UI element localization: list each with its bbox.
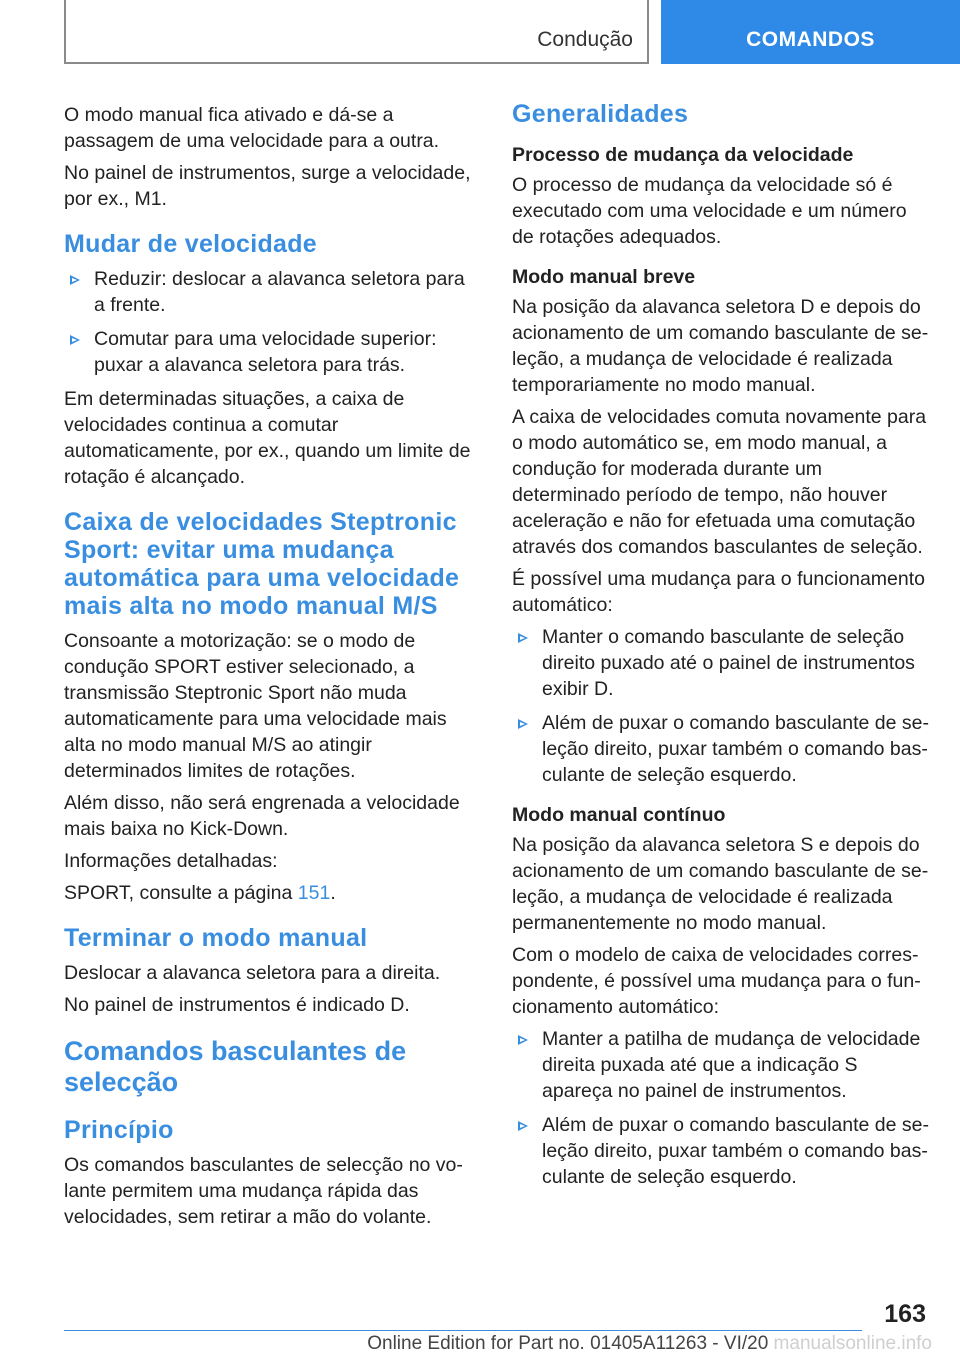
heading-terminar: Terminar o modo manual xyxy=(64,924,368,952)
watermark: manualsonline.info xyxy=(773,1333,932,1354)
bullet-triangle-icon xyxy=(518,1121,528,1131)
paragraph: A caixa de velocidades comuta novamente para o modo automático se, em modo manual, a condução for moderada durante um determinado período de tempo, não houver aceleração e não for efetuada uma comutação através dos comandos basculantes de seleção. xyxy=(512,406,927,558)
paragraph: Consoante a motorização: se o modo de condução SPORT estiver selecionado, a transmissão Steptronic Sport não muda automaticamente para uma velocidade mais alta no modo manual M/S ao atingir determinados limites de rotações. xyxy=(64,630,447,782)
left-column xyxy=(64,102,480,1236)
paragraph: O modo manual fica ativado e dá-se a passagem de uma velocidade para a outra. xyxy=(64,104,440,152)
bullet-triangle-icon xyxy=(518,633,528,643)
list-breve xyxy=(512,624,930,788)
bullet-triangle-icon xyxy=(70,275,80,285)
heading-caixa: Caixa de velocidades Steptronic Sport: evitar uma mudança automática para uma velocidade mais alta no modo manual M/S xyxy=(64,508,460,620)
page-link[interactable]: 151 xyxy=(297,882,331,904)
bullet-triangle-icon xyxy=(70,335,80,345)
heading-generalidades: Generalidades xyxy=(512,100,689,128)
paragraph-reference: SPORT, consulte a página 151. xyxy=(64,882,336,904)
paragraph: Os comandos basculantes de selecção no volante permitem uma mudança rápida das velocidades, sem retirar a mão do volante. xyxy=(64,1154,463,1228)
header-chapter-title: COMANDOS xyxy=(746,28,875,51)
paragraph: Com o modelo de caixa de velocidades correspondente, é possível uma mudança para o funcionamento automático: xyxy=(512,944,921,1018)
heading-comandos: Comandos basculantes de selecção xyxy=(64,1036,407,1097)
footer-divider xyxy=(64,1330,862,1331)
paragraph: Deslocar a alavanca seletora para a direita. xyxy=(64,962,441,984)
subheading-breve: Modo manual breve xyxy=(512,266,696,288)
paragraph: Além disso, não será engrenada a velocidade mais baixa no Kick-Down. xyxy=(64,792,460,840)
paragraph: Na posição da alavanca seletora D e depois do acionamento de um comando basculante de seleção, a mudança de velocidade é realizada temporariamente no modo manual. xyxy=(512,296,929,396)
subheading-continuo: Modo manual contínuo xyxy=(512,804,726,826)
list-item: Manter o comando basculante de seleção direito puxado até o painel de instrumentos exibir D. xyxy=(512,624,930,702)
paragraph: No painel de instrumentos é indicado D. xyxy=(64,994,410,1016)
header-section-title: Condução xyxy=(537,28,633,51)
heading-principio: Princípio xyxy=(64,1116,174,1144)
header-chapter-tab[interactable] xyxy=(661,0,960,64)
list-mudar xyxy=(64,266,480,378)
paragraph: Informações detalhadas: xyxy=(64,850,278,872)
paragraph: Na posição da alavanca seletora S e depois do acionamento de um comando basculante de seleção, a mudança de velocidade é realizada permanentemente no modo manual. xyxy=(512,834,929,934)
paragraph: É possível uma mudança para o funcionamento automático: xyxy=(512,568,925,616)
list-item: Comutar para uma velocidade superior: puxar a alavanca seletora para trás. xyxy=(64,326,480,378)
header-section-box xyxy=(64,0,649,64)
list-item: Além de puxar o comando basculante de seleção direito, puxar também o comando basculante de seleção esquerdo. xyxy=(512,1112,930,1190)
list-item: Além de puxar o comando basculante de seleção direito, puxar também o comando basculante de seleção esquerdo. xyxy=(512,710,930,788)
bullet-triangle-icon xyxy=(518,719,528,729)
paragraph: O processo de mudança da velocidade só é executado com uma velocidade e um número de rotações adequados. xyxy=(512,174,907,248)
bullet-triangle-icon xyxy=(518,1035,528,1045)
list-item: Manter a patilha de mudança de velocidade direita puxada até que a indicação S apareça no painel de instrumentos. xyxy=(512,1026,930,1104)
heading-mudar: Mudar de velocidade xyxy=(64,230,317,258)
paragraph: Em determinadas situações, a caixa de velocidades continua a comutar automaticamente, por ex., quando um limite de rotação é alcançado. xyxy=(64,388,471,488)
list-continuo xyxy=(512,1026,930,1190)
list-item: Reduzir: deslocar a alavanca seletora para a frente. xyxy=(64,266,480,318)
footer-edition: Online Edition for Part no. 01405A11263 - VI/20 manualsonline.info xyxy=(367,1333,932,1354)
paragraph: No painel de instrumentos, surge a velocidade, por ex., M1. xyxy=(64,162,471,210)
page-number: 163 xyxy=(884,1300,926,1328)
subheading-processo: Processo de mudança da velocidade xyxy=(512,144,854,166)
right-column xyxy=(512,100,930,1198)
